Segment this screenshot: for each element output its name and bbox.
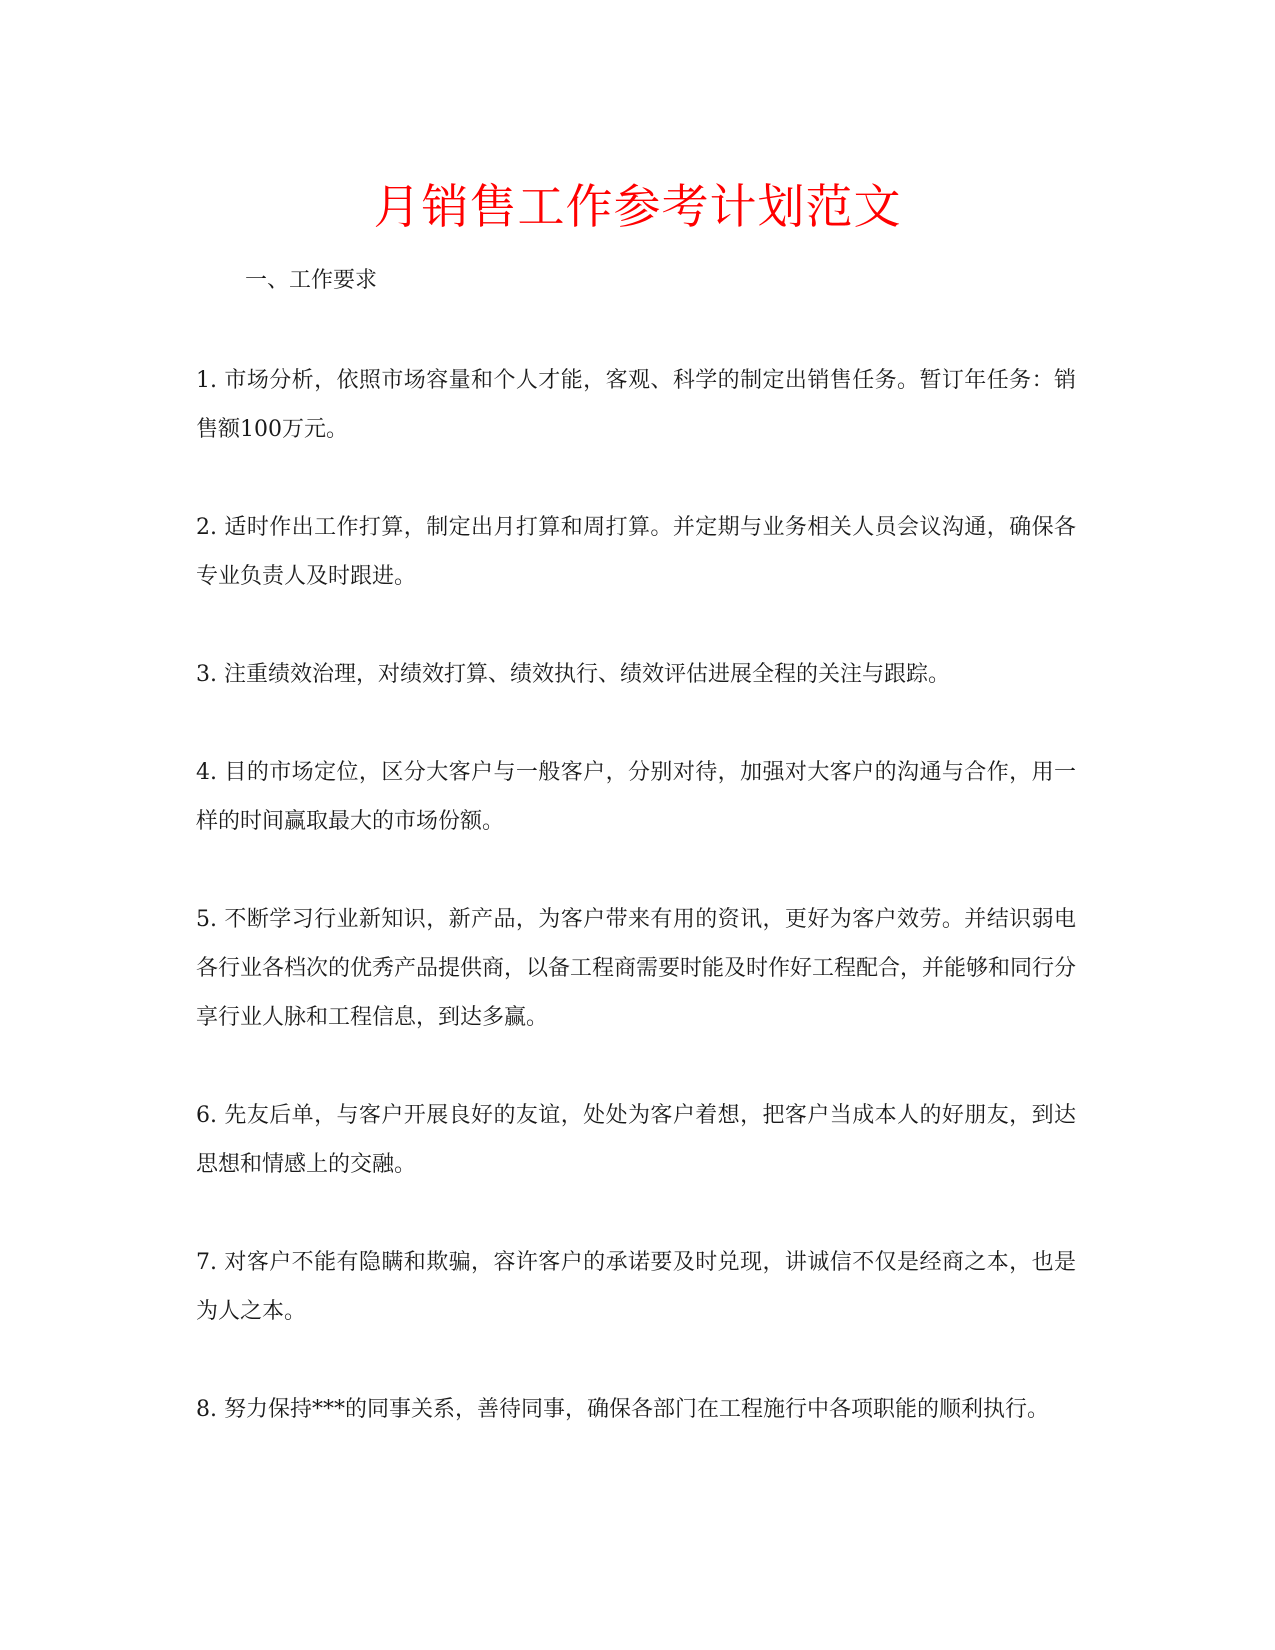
paragraph-2: 2. 适时作出工作打算，制定出月打算和周打算。并定期与业务相关人员会议沟通，确保各专业负责人及时跟进。 [196, 515, 1076, 589]
document-title: 月销售工作参考计划范文 [373, 180, 902, 235]
paragraph-5: 5. 不断学习行业新知识，新产品，为客户带来有用的资讯，更好为客户效劳。并结识弱电各行业各档次的优秀产品提供商，以备工程商需要时能及时作好工程配合，并能够和同行分享行业人脉和工程信息，到达多赢。 [196, 907, 1077, 1030]
paragraph-1: 1. 市场分析，依照市场容量和个人才能，客观、科学的制定出销售任务。暂订年任务：销售额100万元。 [196, 368, 1076, 442]
paragraph-4: 4. 目的市场定位，区分大客户与一般客户，分别对待，加强对大客户的沟通与合作，用一样的时间赢取最大的市场份额。 [196, 760, 1076, 834]
section-heading: 一、工作要求 [245, 268, 378, 293]
paragraph-6: 6. 先友后单，与客户开展良好的友谊，处处为客户着想，把客户当成本人的好朋友，到达思想和情感上的交融。 [196, 1103, 1076, 1177]
paragraph-3: 3. 注重绩效治理，对绩效打算、绩效执行、绩效评估进展全程的关注与跟踪。 [196, 662, 950, 687]
paragraph-7: 7. 对客户不能有隐瞒和欺骗，容许客户的承诺要及时兑现，讲诚信不仅是经商之本，也是为人之本。 [196, 1250, 1076, 1324]
paragraph-8: 8. 努力保持***的同事关系，善待同事，确保各部门在工程施行中各项职能的顺利执行。 [196, 1397, 1049, 1422]
